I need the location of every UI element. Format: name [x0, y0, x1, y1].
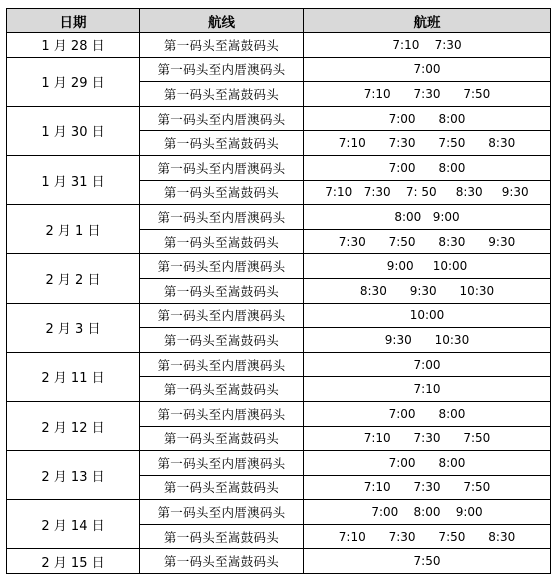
date-cell: 1 月 29 日 — [7, 57, 140, 106]
table-row — [7, 106, 551, 131]
table-row — [7, 33, 551, 58]
times-cell: 7:10 7:30 7:50 — [304, 82, 551, 107]
table-body — [7, 33, 551, 574]
date-cell: 2 月 13 日 — [7, 451, 140, 500]
date-cell: 1 月 31 日 — [7, 155, 140, 204]
route-cell: 第一码头至内厝澳码头 — [140, 401, 304, 426]
route-cell: 第一码头至嵩鼓码头 — [140, 33, 304, 58]
route-cell: 第一码头至嵩鼓码头 — [140, 328, 304, 353]
route-cell: 第一码头至嵩鼓码头 — [140, 475, 304, 500]
table-row — [7, 401, 551, 426]
times-cell: 7:00 — [304, 57, 551, 82]
header-date: 日期 — [7, 9, 140, 33]
times-cell: 7:10 — [304, 377, 551, 402]
times-cell: 7:10 7:30 7: 50 8:30 9:30 — [304, 180, 551, 205]
times-cell: 7:30 7:50 8:30 9:30 — [304, 229, 551, 254]
date-cell: 2 月 3 日 — [7, 303, 140, 352]
times-cell: 7:50 — [304, 549, 551, 574]
route-cell: 第一码头至内厝澳码头 — [140, 303, 304, 328]
times-cell: 8:00 9:00 — [304, 205, 551, 230]
ferry-schedule-table — [6, 8, 551, 574]
date-cell: 2 月 11 日 — [7, 352, 140, 401]
route-cell: 第一码头至嵩鼓码头 — [140, 549, 304, 574]
table-row — [7, 57, 551, 82]
table-row — [7, 352, 551, 377]
route-cell: 第一码头至嵩鼓码头 — [140, 229, 304, 254]
table-row — [7, 155, 551, 180]
times-cell: 7:10 7:30 — [304, 33, 551, 58]
date-cell: 1 月 28 日 — [7, 33, 140, 58]
table-row — [7, 303, 551, 328]
route-cell: 第一码头至嵩鼓码头 — [140, 278, 304, 303]
date-cell: 2 月 15 日 — [7, 549, 140, 574]
route-cell: 第一码头至内厝澳码头 — [140, 352, 304, 377]
times-cell: 7:00 — [304, 352, 551, 377]
route-cell: 第一码头至内厝澳码头 — [140, 57, 304, 82]
times-cell: 9:00 10:00 — [304, 254, 551, 279]
times-cell: 7:00 8:00 — [304, 451, 551, 476]
table-row — [7, 500, 551, 525]
header-row — [7, 9, 551, 33]
route-cell: 第一码头至嵩鼓码头 — [140, 524, 304, 549]
table-row — [7, 205, 551, 230]
date-cell: 1 月 30 日 — [7, 106, 140, 155]
date-cell: 2 月 2 日 — [7, 254, 140, 303]
header-route: 航线 — [140, 9, 304, 33]
route-cell: 第一码头至内厝澳码头 — [140, 155, 304, 180]
route-cell: 第一码头至嵩鼓码头 — [140, 131, 304, 156]
times-cell: 7:00 8:00 — [304, 106, 551, 131]
route-cell: 第一码头至内厝澳码头 — [140, 451, 304, 476]
times-cell: 8:30 9:30 10:30 — [304, 278, 551, 303]
date-cell: 2 月 14 日 — [7, 500, 140, 549]
times-cell: 7:10 7:30 7:50 8:30 — [304, 524, 551, 549]
route-cell: 第一码头至内厝澳码头 — [140, 254, 304, 279]
route-cell: 第一码头至嵩鼓码头 — [140, 180, 304, 205]
times-cell: 7:00 8:00 — [304, 155, 551, 180]
times-cell: 7:10 7:30 7:50 — [304, 475, 551, 500]
route-cell: 第一码头至嵩鼓码头 — [140, 82, 304, 107]
times-cell: 7:10 7:30 7:50 8:30 — [304, 131, 551, 156]
times-cell: 7:00 8:00 9:00 — [304, 500, 551, 525]
route-cell: 第一码头至嵩鼓码头 — [140, 377, 304, 402]
date-cell: 2 月 1 日 — [7, 205, 140, 254]
table-row — [7, 254, 551, 279]
table-row — [7, 549, 551, 574]
date-cell: 2 月 12 日 — [7, 401, 140, 450]
route-cell: 第一码头至嵩鼓码头 — [140, 426, 304, 451]
table-header — [7, 9, 551, 33]
times-cell: 9:30 10:30 — [304, 328, 551, 353]
route-cell: 第一码头至内厝澳码头 — [140, 106, 304, 131]
times-cell: 7:10 7:30 7:50 — [304, 426, 551, 451]
header-times: 航班 — [304, 9, 551, 33]
times-cell: 10:00 — [304, 303, 551, 328]
route-cell: 第一码头至内厝澳码头 — [140, 500, 304, 525]
route-cell: 第一码头至内厝澳码头 — [140, 205, 304, 230]
times-cell: 7:00 8:00 — [304, 401, 551, 426]
table-row — [7, 451, 551, 476]
